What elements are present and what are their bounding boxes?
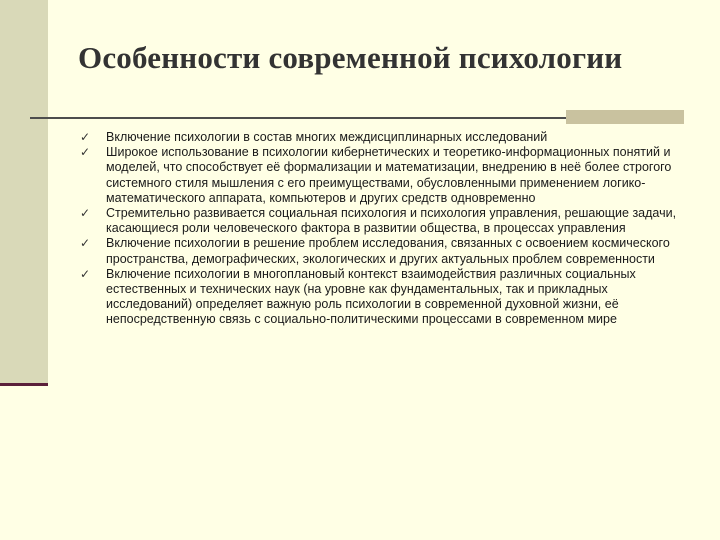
bullet-text: Стремительно развивается социальная психология и психология управления, решающие задачи, касающиеся роли человеческого фактора в развитии общества, в процессах управления bbox=[106, 206, 677, 236]
checkmark-icon: ✓ bbox=[80, 130, 91, 144]
bullet-item bbox=[80, 130, 680, 145]
bullet-item bbox=[80, 206, 680, 236]
bullet-text: Включение психологии в решение проблем исследования, связанных с освоением космического пространства, демографических, экологических и других актуальных проблем современности bbox=[106, 236, 670, 266]
bullet-item bbox=[80, 267, 680, 328]
checkmark-icon: ✓ bbox=[80, 145, 91, 160]
checkmark-icon: ✓ bbox=[80, 236, 91, 251]
title-accent-block bbox=[566, 110, 684, 124]
bullet-text: Включение психологии в состав многих междисциплинарных исследований bbox=[106, 130, 548, 144]
slide-title: Особенности современной психологии bbox=[78, 40, 623, 75]
bullet-list bbox=[80, 130, 680, 328]
checkmark-icon: ✓ bbox=[80, 266, 91, 281]
left-decor-line bbox=[0, 383, 48, 386]
bullet-text: Включение психологии в многоплановый контекст взаимодействия различных социальных естественных и технических наук (на уровне как фундаментальных, так и прикладных исследований) определяет важную роль психологии в современной духовной жизни, её непосредственную связь с социально-политическими процессами в современном мире bbox=[106, 266, 636, 327]
bullet-item bbox=[80, 236, 680, 266]
checkmark-icon: ✓ bbox=[80, 206, 91, 221]
left-decor-bar bbox=[0, 0, 48, 384]
bullet-item bbox=[80, 145, 680, 206]
bullet-text: Широкое использование в психологии кибернетических и теоретико-информационных понятий и моделей, что способствует её формализации и математизации, внедрению в неё более строгого системного стиля мышления с его преимуществами, обусловленными применением логико-математического аппарата, компьютеров и других средств одновременно bbox=[106, 145, 672, 205]
